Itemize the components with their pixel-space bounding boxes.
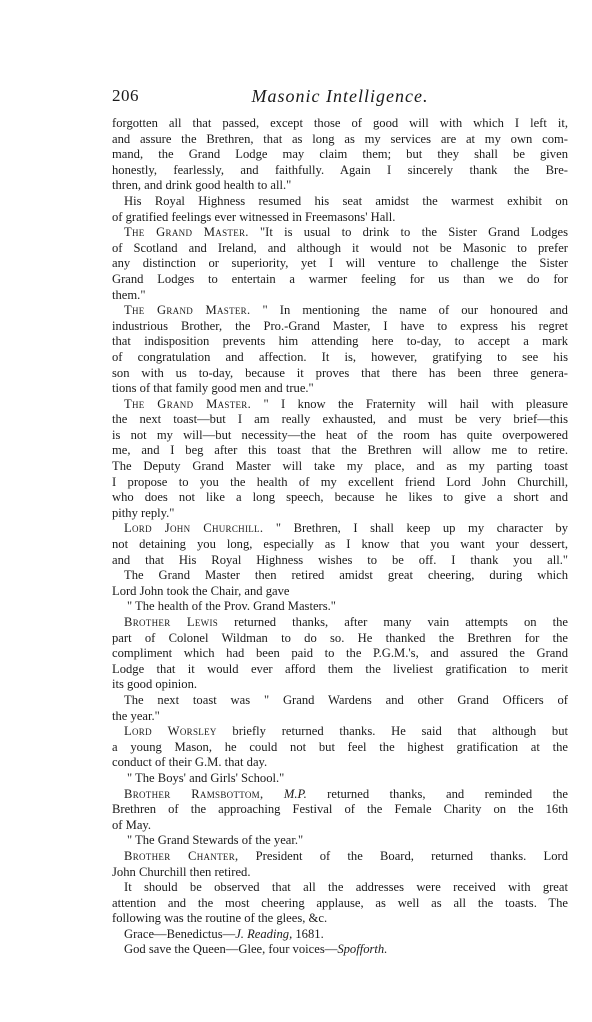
text-line [112,194,568,210]
text-line [112,942,568,958]
line-text: and that His Royal Highness wishes to be off. I thank you all." [112,552,568,567]
line-text: the next toast—but I am really exhausted, and must be very brief—this [112,412,568,427]
text-line [112,459,568,475]
line-text: God save the Queen—Glee, four voices— [124,942,338,957]
text-line [112,241,568,257]
speaker-name: Brother Ramsbottom, [124,786,264,801]
line-text: The Grand Master then retired amidst great cheering, during which [124,568,568,583]
text-line [112,443,568,459]
line-text: The Deputy Grand Master will take my place, and as my parting toast [112,459,568,474]
line-text: son with us to-day, because it proves that there has been three genera- [112,365,568,380]
line-text: of May. [112,817,152,832]
text-line [112,693,568,709]
line-text: me, and I beg after this toast that the Brethren will allow me to retire. [112,443,568,458]
text-line [112,896,568,912]
line-text: It should be observed that all the addresses were received with great [124,880,568,895]
line-text: of gratified feelings ever witnessed in Freemasons' Hall. [112,209,396,224]
line-text: returned thanks, after many vain attempts on the [218,615,568,629]
text-line [112,334,568,350]
line-text: the year." [112,708,160,723]
line-text: " Brethren, I shall keep up my character by [263,521,568,536]
text-line [112,178,568,194]
text-line [112,631,568,647]
line-text: " In mentioning the name of our honoured and [250,303,568,318]
line-text: Lord John took the Chair, and gave [112,583,290,598]
body-text [112,116,568,958]
text-line [112,677,568,693]
italic-text: J. Reading, [235,926,293,941]
text-line [112,147,568,163]
line-text: of Scotland and Ireland, and although it would not be Masonic to prefer [112,240,568,255]
text-line [112,802,568,818]
speaker-name: The Grand Master. [124,396,252,411]
line-text: His Royal Highness resumed his seat amidst the warmest exhibit on [124,193,568,208]
line-text: John Churchill then retired. [112,864,251,879]
text-line [112,210,568,226]
text-line [112,132,568,148]
text-line [112,319,568,335]
line-text: its good opinion. [112,677,198,692]
text-line [112,615,568,631]
line-text: Grand Lodges to entertain a warmer feeling for us than we do for [112,271,568,286]
line-text: Brethren of the approaching Festival of the Female Charity on the 16th [112,802,568,817]
italic-text: Spofforth. [337,942,388,957]
line-text: briefly returned thanks. He said that although but [216,724,568,739]
line-text: any distinction or superiority, yet I will venture to challenge the Sister [112,256,568,271]
line-text: I propose to you the health of my excellent friend Lord John Churchill, [112,474,568,489]
line-text: The next toast was " Grand Wardens and other Grand Officers of [124,692,568,707]
line-text: President of the Board, returned thanks. Lord [238,848,568,863]
line-text: is not my will—but necessity—the heat of the room has quite overpowered [112,427,568,442]
text-line [112,256,568,272]
text-line [112,724,568,740]
line-text: part of Colonel Wildman to do so. He thanked the Brethren for the [112,630,568,645]
text-line [112,381,568,397]
speaker-name: Brother Lewis [124,615,219,629]
speaker-name: The Grand Master. [124,225,249,240]
line-text: " The Grand Stewards of the year." [127,833,304,848]
text-line [112,272,568,288]
line-text: 1681. [292,926,324,941]
text-line [112,568,568,584]
line-text: " I know the Fraternity will hail with pleasure [251,396,568,411]
line-text: forgotten all that passed, except those of good will with which I left it, [112,116,568,130]
text-line [112,163,568,179]
text-line [112,225,568,241]
line-text: "It is usual to drink to the Sister Grand Lodges [248,225,568,240]
text-line [112,490,568,506]
line-text: them." [112,287,146,302]
line-text: " The Boys' and Girls' School." [127,770,285,785]
line-text: industrious Brother, the Pro.-Grand Master, I have to express his regret [112,318,568,333]
text-line [112,771,568,787]
text-line [112,537,568,553]
text-line [112,428,568,444]
text-line [112,818,568,834]
text-line [112,116,568,132]
text-line [112,787,568,803]
line-text: Lodge that it would ever afford them the liveliest gratification to merit [112,661,568,676]
line-text: tions of that family good men and true." [112,381,314,396]
text-line [112,849,568,865]
text-line [112,412,568,428]
text-line [112,584,568,600]
text-line [112,911,568,927]
text-line [112,880,568,896]
text-line [112,927,568,943]
speaker-name: Lord Worsley [124,724,217,739]
line-text: honestly, fearlessly, and faithfully. Again I sincerely thank the Bre- [112,162,568,177]
line-text: " The health of the Prov. Grand Masters." [127,599,336,614]
running-title: Masonic Intelligence. [251,86,429,106]
line-text: compliment which had been paid to the P.G.M.'s, and assured the Grand [112,646,568,661]
line-text: not detaining you long, especially as I know that you want your dessert, [112,537,568,552]
text-line [112,397,568,413]
line-text: following was the routine of the glees, &c. [112,911,328,926]
italic-text: M.P. [263,786,307,801]
text-line [112,709,568,725]
line-text: pithy reply." [112,505,175,520]
text-line [112,662,568,678]
text-line [112,506,568,522]
text-line [112,553,568,569]
line-text: of congratulation and affection. It is, however, gratifying to see his [112,349,568,364]
text-line [112,755,568,771]
speaker-name: Brother Chanter, [124,848,239,863]
speaker-name: Lord John Churchill. [124,521,264,536]
line-text: a young Mason, he could not but feel the highest gratification at the [112,739,568,754]
line-text: conduct of their G.M. that day. [112,755,268,770]
text-line [112,740,568,756]
line-text: who does not like a long speech, because he likes to give a short and [112,490,568,505]
text-line [112,646,568,662]
text-line [112,475,568,491]
text-line [112,350,568,366]
text-line [112,833,568,849]
text-line [112,288,568,304]
text-line [112,366,568,382]
line-text: that indisposition prevents him attending here to-day, to accept a mark [112,334,568,349]
text-line [112,303,568,319]
text-line [112,599,568,615]
page-header [112,86,568,108]
speaker-name: The Grand Master. [124,303,251,318]
line-text: Grace—Benedictus— [124,926,236,941]
line-text: and assure the Brethren, that as long as my services are at my own com- [112,131,568,146]
text-line [112,865,568,881]
page-number: 206 [112,86,139,105]
line-text: mand, the Grand Lodge may claim them; but they shall be given [112,147,568,162]
text-line [112,521,568,537]
line-text: returned thanks, and reminded the [306,786,568,801]
line-text: attention and the most cheering applause, as well as all the toasts. The [112,895,568,910]
line-text: thren, and drink good health to all." [112,178,292,193]
